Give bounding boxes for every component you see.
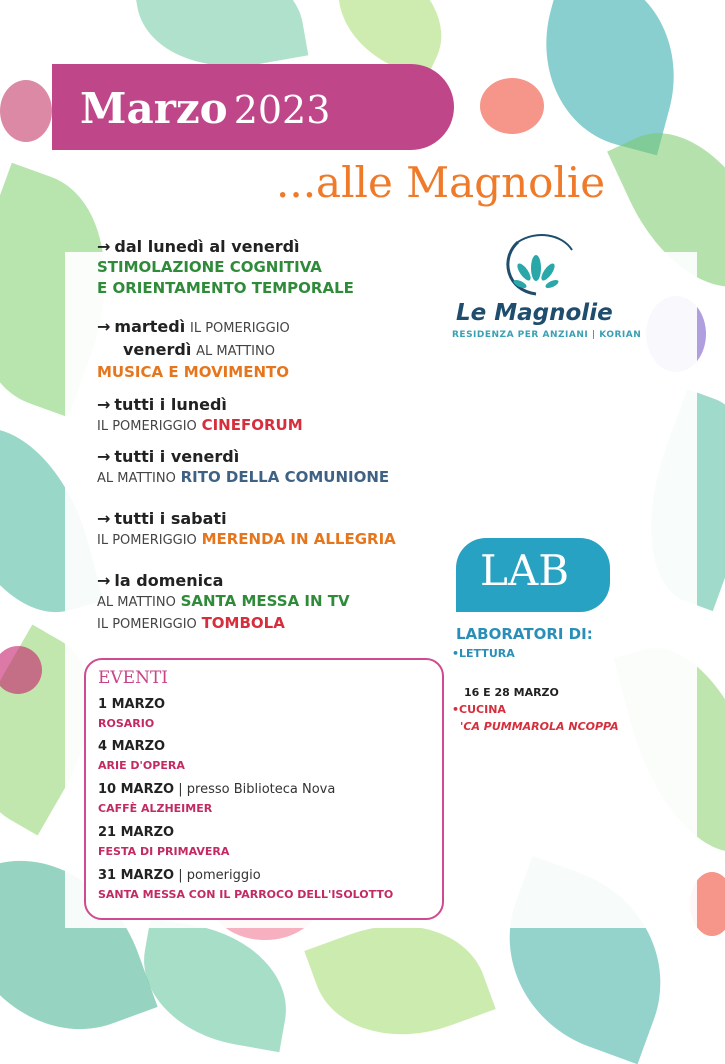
activity-weekdays: → dal lunedì al venerdì STIMOLAZIONE COGNITIVA E ORIENTAMENTO TEMPORALE [97, 237, 354, 297]
arrow-icon: → [97, 237, 111, 256]
event-date: 4 MARZO [98, 739, 166, 754]
lab-item-cooking-detail: 'CA PUMMAROLA NCOPPA [460, 720, 619, 733]
event-date: 10 MARZO | presso Biblioteca Nova [98, 782, 336, 797]
event-name: SANTA MESSA CON IL PARROCO DELL'ISOLOTTO [98, 888, 394, 901]
event-date: 1 MARZO [98, 697, 166, 712]
activity-music: → martedì IL POMERIGGIO venerdì AL MATTINO MUSICA E MOVIMENTO [97, 317, 290, 381]
logo-subtitle: RESIDENZA PER ANZIANI | KORIAN [452, 330, 642, 340]
arrow-icon: → [97, 571, 111, 590]
activity-merenda: → tutti i sabati IL POMERIGGIO MERENDA IN ALLEGRIA [97, 509, 396, 548]
magnolia-logo-icon [496, 228, 578, 300]
activity-sunday: → la domenica AL MATTINO SANTA MESSA IN TV IL POMERIGGIO TOMBOLA [97, 571, 350, 632]
leaf-decoration [522, 0, 699, 155]
arrow-icon: → [97, 395, 111, 414]
event-date: 31 MARZO | pomeriggio [98, 868, 261, 883]
lab-badge-text: LAB [480, 546, 570, 595]
event-date: 21 MARZO [98, 825, 175, 840]
events-title: EVENTI [98, 668, 169, 688]
arrow-icon: → [97, 317, 111, 336]
logo-name: Le Magnolie [456, 300, 613, 326]
activity-communion: → tutti i venerdì AL MATTINO RITO DELLA COMUNIONE [97, 447, 390, 486]
activity-cineforum: → tutti i lunedì IL POMERIGGIO CINEFORUM [97, 395, 303, 434]
flower-decoration [0, 80, 52, 142]
lab-item-reading: •LETTURA [452, 647, 515, 660]
lab-dates: 16 E 28 MARZO [464, 686, 559, 699]
event-name: FESTA DI PRIMAVERA [98, 845, 230, 858]
lab-item-cooking: •CUCINA [452, 703, 506, 716]
event-name: ROSARIO [98, 717, 155, 730]
flower-decoration [480, 78, 544, 134]
page-title: Marzo 2023 [80, 84, 331, 133]
arrow-icon: → [97, 509, 111, 528]
event-name: ARIE D'OPERA [98, 759, 185, 772]
event-name: CAFFÈ ALZHEIMER [98, 802, 213, 815]
page-subtitle: ...alle Magnolie [276, 158, 606, 207]
arrow-icon: → [97, 447, 111, 466]
lab-heading: LABORATORI DI: [456, 625, 593, 643]
